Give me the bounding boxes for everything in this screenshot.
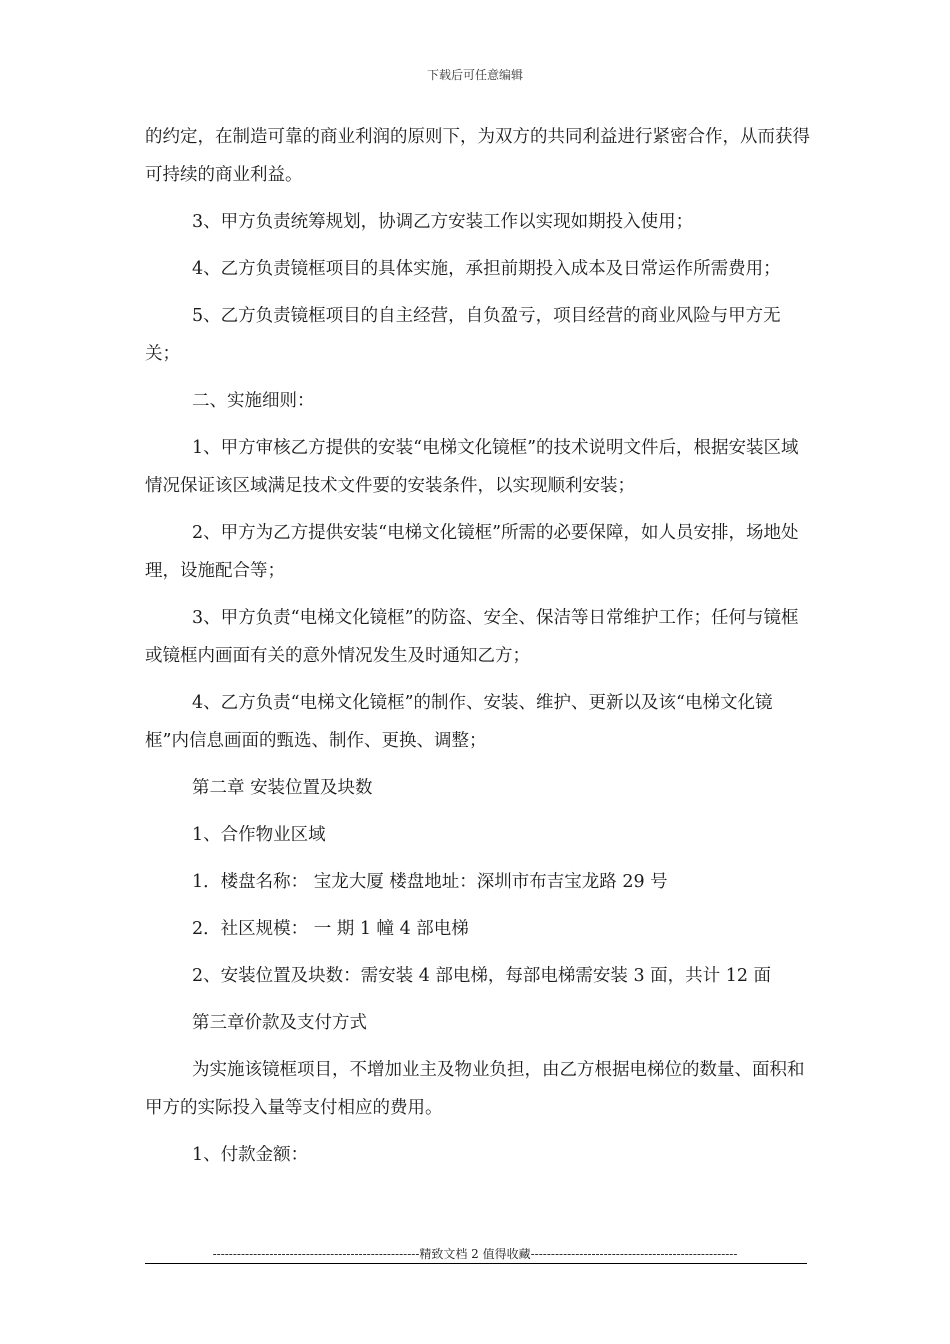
paragraph-13: 为实施该镜框项目，不增加业主及物业负担，由乙方根据电梯位的数量、面积和甲方的实际投入量等支付相应的费用。: [145, 1060, 805, 1118]
paragraph-12: 2、安装位置及块数：需安装 4 部电梯，每部电梯需安装 3 面，共计 12 面: [192, 966, 772, 986]
paragraph-9: 1、合作物业区域: [192, 825, 326, 845]
document-body: [145, 118, 815, 1183]
chapter-2-heading: 第二章 安装位置及块数: [192, 778, 373, 798]
paragraph-8: 4、乙方负责“电梯文化镜框”的制作、安装、维护、更新以及该“电梯文化镜框”内信息画面的甄选、制作、更换、调整；: [145, 693, 773, 751]
paragraph-6: 2、甲方为乙方提供安装“电梯文化镜框”所需的必要保障，如人员安排，场地处理，设施配合等；: [145, 523, 799, 581]
paragraph-14: 1、付款金额：: [192, 1145, 309, 1165]
paragraph-3: 4、乙方负责镜框项目的具体实施，承担前期投入成本及日常运作所需费用；: [192, 259, 781, 279]
footer-text: ---------------------------------------------------精致文档 2 值得收藏---------------------------------------------------: [212, 1247, 738, 1261]
paragraph-7: 3、甲方负责“电梯文化镜框”的防盗、安全、保洁等日常维护工作；任何与镜框或镜框内画面有关的意外情况发生及时通知乙方；: [145, 608, 799, 666]
paragraph-11: 2．社区规模： 一 期 1 幢 4 部电梯: [192, 919, 469, 939]
paragraph-1: 的约定，在制造可靠的商业利润的原则下，为双方的共同利益进行紧密合作，从而获得可持续的商业利益。: [145, 127, 810, 185]
chapter-3-heading: 第三章价款及支付方式: [192, 1013, 367, 1033]
header-note: 下载后可任意编辑: [426, 68, 523, 82]
paragraph-4: 5、乙方负责镜框项目的自主经营，自负盈亏，项目经营的商业风险与甲方无关；: [145, 306, 781, 364]
section-heading-implementation: 二、实施细则：: [192, 391, 315, 411]
paragraph-2: 3、甲方负责统筹规划，协调乙方安装工作以实现如期投入使用；: [192, 212, 694, 232]
paragraph-5: 1、甲方审核乙方提供的安装“电梯文化镜框”的技术说明文件后，根据安装区域情况保证该区域满足技术文件要的安装条件，以实现顺利安装；: [145, 438, 799, 496]
footer-rule: [145, 1263, 807, 1264]
paragraph-10: 1．楼盘名称： 宝龙大厦 楼盘地址：深圳市布吉宝龙路 29 号: [192, 872, 668, 892]
